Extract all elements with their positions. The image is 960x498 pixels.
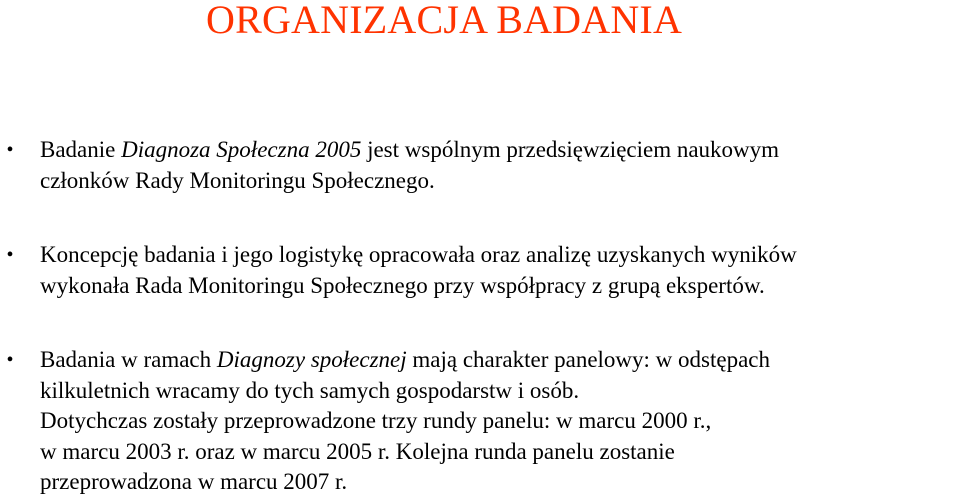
bullet-line: Koncepcję badania i jego logistykę opracowała oraz analizę uzyskanych wyników <box>40 242 797 267</box>
bullet-text: Badanie <box>40 137 122 162</box>
bullet-line: Dotychczas zostały przeprowadzone trzy rundy panelu: w marcu 2000 r., <box>40 408 712 433</box>
bullet-line <box>40 345 955 376</box>
bullet-line: wykonała Rada Monitoringu Społecznego przy współpracy z grupą ekspertów. <box>40 272 765 298</box>
bullet-icon: • <box>6 349 14 371</box>
page-title: ORGANIZACJA BADANIA <box>206 0 683 42</box>
bullet-text: mają charakter panelowy: w odstępach <box>406 347 770 372</box>
bullet-icon: • <box>6 139 14 161</box>
bullet-item-panel <box>6 345 955 498</box>
bullet-line: w marcu 2003 r. oraz w marcu 2005 r. Kolejna runda panelu zostanie <box>40 438 675 464</box>
study-name-emphasis: Diagnoza Społeczna 2005 <box>121 137 362 162</box>
bullet-text: jest wspólnym przedsięwzięciem naukowym <box>361 137 780 162</box>
bullet-line: członków Rady Monitoringu Społecznego. <box>40 167 435 193</box>
bullet-icon: • <box>6 244 14 266</box>
bullet-item-diagnoza <box>6 135 955 196</box>
bullet-text: Badania w ramach <box>40 347 217 372</box>
study-name-emphasis: Diagnozy społecznej <box>216 347 407 372</box>
bullet-line: przeprowadzona w marcu 2007 r. <box>40 469 348 494</box>
bullet-line <box>40 135 955 166</box>
bullet-line: kilkuletnich wracamy do tych samych gospodarstw i osób. <box>40 377 580 403</box>
bullet-item-koncepcja <box>6 240 955 301</box>
